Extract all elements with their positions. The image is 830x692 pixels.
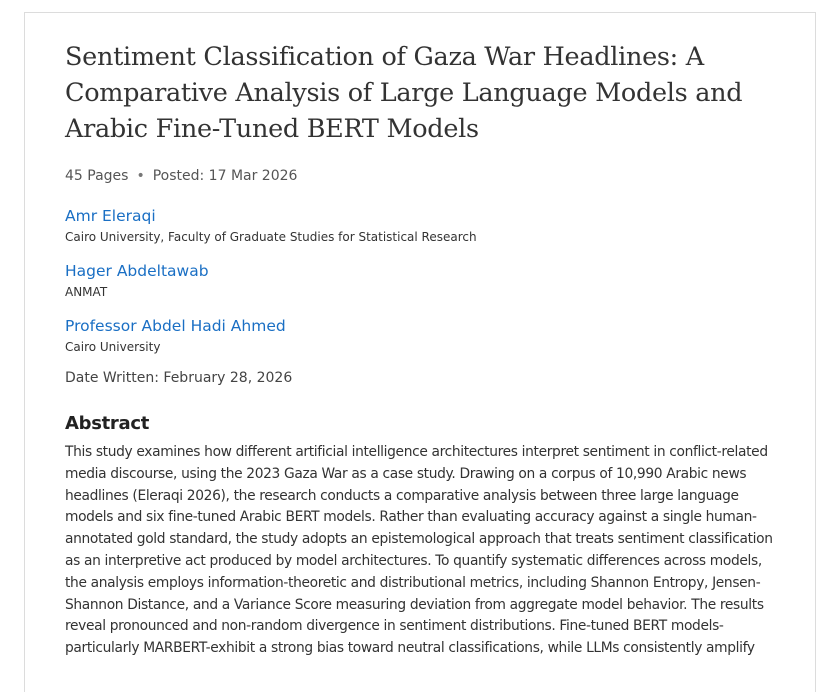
author-block (65, 316, 777, 355)
abstract-text: This study examines how different artificial intelligence architectures interpret sentiment in conflict-related media discourse, using the 2023 Gaza War as a case study. Drawing on a corpus of 10,990 Arabic news headlines (Eleraqi 2026), the research conducts a comparative analysis between three large language models and six fine-tuned Arabic BERT models. Rather than evaluating accuracy against a single human-annotated gold standard, the study adopts an epistemological approach that treats sentiment classification as an interpretive act produced by model architectures. To quantify systematic differences across models, the analysis employs information-theoretic and distributional metrics, including Shannon Entropy, Jensen-Shannon Distance, and a Variance Score measuring deviation from aggregate model behavior. The results reveal pronounced and non-random divergence in sentiment distributions. Fine-tuned BERT models-particularly MARBERT-exhibit a strong bias toward neutral classifications, while LLMs consistently amplify (65, 444, 773, 657)
author-block (65, 261, 777, 300)
author-affiliation: Cairo University (65, 340, 161, 354)
author-block (65, 206, 777, 245)
author-affiliation: Cairo University, Faculty of Graduate Studies for Statistical Research (65, 230, 477, 244)
date-written: Date Written: February 28, 2026 (65, 370, 293, 386)
author-link[interactable]: Hager Abdeltawab (65, 262, 209, 280)
page-count: 45 Pages (65, 168, 129, 184)
posted-date: Posted: 17 Mar 2026 (152, 168, 298, 184)
paper-card (24, 12, 816, 692)
abstract-heading: Abstract (65, 413, 150, 434)
author-affiliation: ANMAT (65, 285, 108, 299)
paper-title: Sentiment Classification of Gaza War Headlines: A Comparative Analysis of Large Language Models and Arabic Fine-Tuned BERT Models (65, 42, 743, 144)
paper-content (65, 39, 777, 660)
bullet-separator: • (136, 168, 145, 184)
author-link[interactable]: Professor Abdel Hadi Ahmed (65, 317, 286, 335)
author-link[interactable]: Amr Eleraqi (65, 207, 156, 225)
paper-meta (65, 167, 777, 185)
